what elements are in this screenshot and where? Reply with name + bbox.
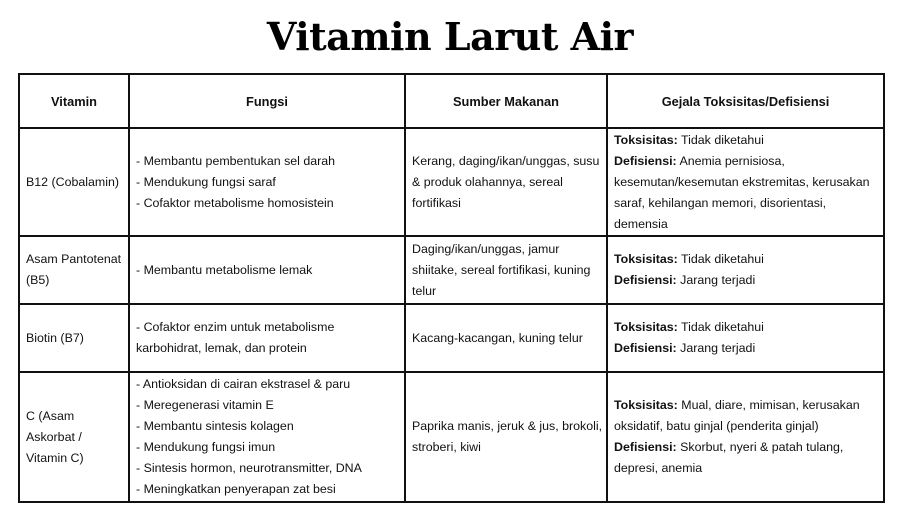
toksisitas-text: Mual, diare, mimisan, kerusakan [681, 398, 860, 412]
vitamin-name: B12 (Cobalamin) [26, 174, 119, 189]
cell-sumber [405, 304, 607, 372]
table-row [19, 372, 884, 502]
toksisitas-label: Toksisitas: [614, 252, 678, 266]
toksisitas-label: Toksisitas: [614, 320, 678, 334]
cell-gejala [607, 236, 884, 304]
fungsi-item: - Antioksidan di cairan ekstrasel & paru [136, 377, 351, 391]
cell-gejala [607, 372, 884, 502]
toksisitas-label: Toksisitas: [614, 132, 678, 147]
cell-vitamin [19, 128, 129, 236]
toksisitas-label: Toksisitas: [614, 398, 678, 412]
defisiensi-text: kesemutan/kesemutan ekstremitas, kerusakan [614, 174, 870, 189]
fungsi-item: - Membantu metabolisme lemak [136, 262, 313, 277]
toksisitas-text: Tidak diketahui [681, 320, 764, 334]
page-title: Vitamin Larut Air [266, 14, 634, 59]
toksisitas-text: Tidak diketahui [681, 252, 764, 266]
fungsi-item: - Mendukung fungsi imun [136, 440, 276, 454]
sumber-text: shiitake, sereal fortifikasi, kuning [412, 262, 591, 277]
fungsi-item: - Membantu sintesis kolagen [136, 419, 294, 433]
cell-vitamin [19, 304, 129, 372]
sumber-text: Kacang-kacangan, kuning telur [412, 330, 583, 345]
cell-vitamin [19, 236, 129, 304]
vitamin-name: C (Asam [26, 408, 75, 423]
fungsi-item: - Cofaktor metabolisme homosistein [136, 195, 334, 210]
header-fungsi: Fungsi [129, 74, 405, 128]
toksisitas-text: Tidak diketahui [681, 132, 764, 147]
vitamin-name: Asam Pantotenat [26, 252, 122, 266]
fungsi-item: - Membantu pembentukan sel darah [136, 153, 336, 168]
sumber-text: stroberi, kiwi [412, 440, 481, 454]
cell-vitamin [19, 372, 129, 502]
table-row [19, 304, 884, 372]
fungsi-item: - Meregenerasi vitamin E [136, 398, 274, 412]
cell-gejala [607, 304, 884, 372]
fungsi-item: - Mendukung fungsi saraf [136, 174, 276, 189]
cell-fungsi [129, 236, 405, 304]
defisiensi-label: Defisiensi: [614, 273, 677, 287]
cell-sumber [405, 236, 607, 304]
vitamin-name: (B5) [26, 273, 50, 287]
cell-gejala [607, 128, 884, 236]
defisiensi-text: Jarang terjadi [680, 273, 756, 287]
vitamin-name: Askorbat / [26, 429, 82, 444]
header-sumber-makanan: Sumber Makanan [405, 74, 607, 128]
sumber-text: & produk olahannya, sereal [412, 174, 563, 189]
vitamin-table [18, 73, 885, 503]
defisiensi-text: saraf, kehilangan memori, disorientasi, [614, 195, 827, 210]
sumber-text: Kerang, daging/ikan/unggas, susu [412, 153, 600, 168]
fungsi-item: karbohidrat, lemak, dan protein [136, 341, 307, 355]
cell-fungsi [129, 372, 405, 502]
cell-fungsi [129, 304, 405, 372]
header-vitamin: Vitamin [19, 74, 129, 128]
cell-sumber [405, 372, 607, 502]
header-gejala: Gejala Toksisitas/Defisiensi [607, 74, 884, 128]
defisiensi-text: demensia [614, 216, 668, 231]
table-row [19, 236, 884, 304]
defisiensi-text: Skorbut, nyeri & patah tulang, [680, 440, 844, 454]
sumber-text: Paprika manis, jeruk & jus, brokoli, [412, 419, 603, 433]
toksisitas-text: oksidatif, batu ginjal (penderita ginjal) [614, 419, 819, 433]
cell-fungsi [129, 128, 405, 236]
fungsi-item: - Meningkatkan penyerapan zat besi [136, 482, 336, 496]
sumber-text: fortifikasi [412, 195, 461, 210]
table-row [19, 128, 884, 236]
sumber-text: Daging/ikan/unggas, jamur [412, 241, 560, 256]
cell-sumber [405, 128, 607, 236]
defisiensi-label: Defisiensi: [614, 341, 677, 355]
defisiensi-label: Defisiensi: [614, 440, 677, 454]
defisiensi-text: depresi, anemia [614, 461, 703, 475]
defisiensi-text: Jarang terjadi [680, 341, 756, 355]
vitamin-name: Biotin (B7) [26, 330, 84, 345]
vitamin-name: Vitamin C) [26, 450, 84, 465]
defisiensi-text: Anemia pernisiosa, [679, 153, 785, 168]
fungsi-item: - Sintesis hormon, neurotransmitter, DNA [136, 461, 362, 475]
defisiensi-label: Defisiensi: [614, 153, 677, 168]
sumber-text: telur [412, 283, 437, 298]
table-header-row [19, 74, 884, 128]
fungsi-item: - Cofaktor enzim untuk metabolisme [136, 320, 335, 334]
